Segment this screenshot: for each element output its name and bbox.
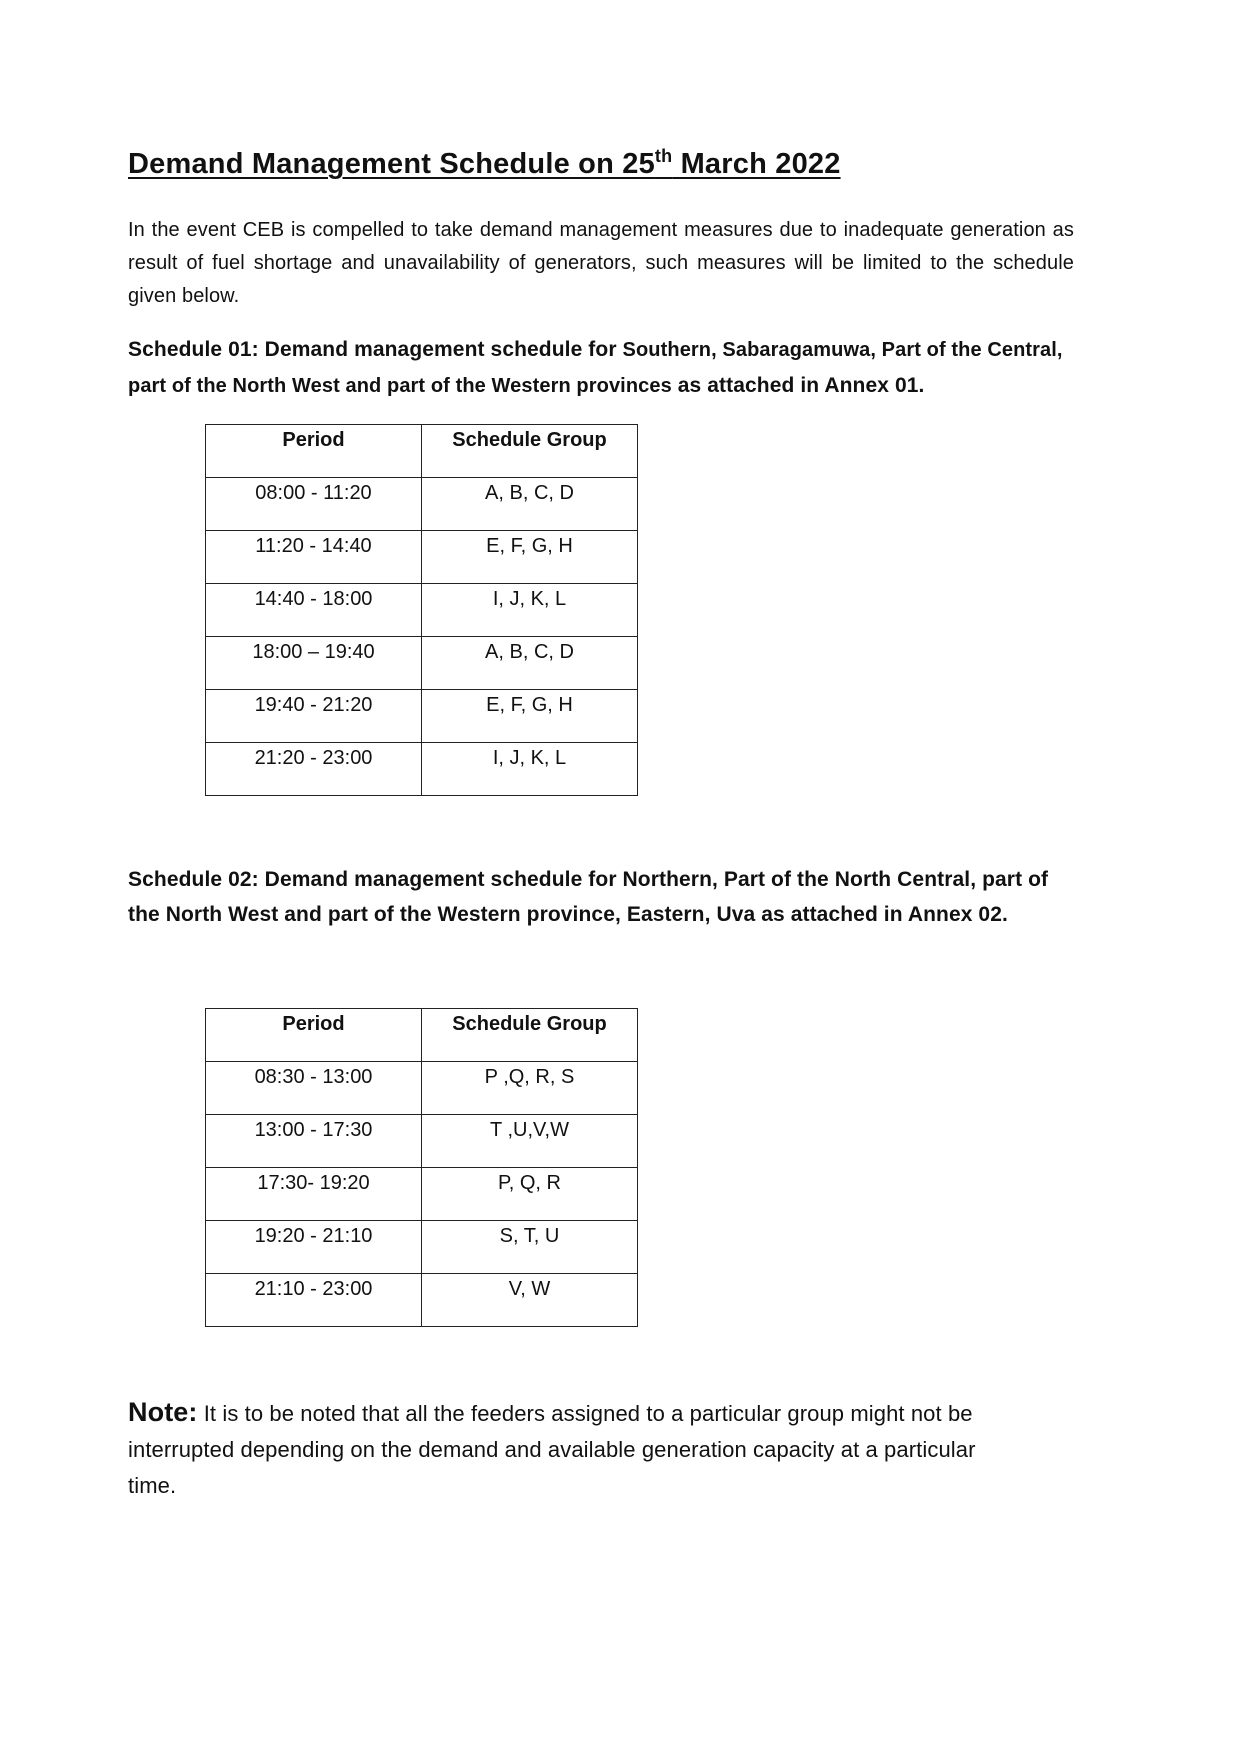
table-row	[206, 531, 638, 584]
note-paragraph	[128, 1394, 1028, 1504]
schedule-02-table	[205, 1008, 638, 1327]
document-title	[128, 148, 841, 181]
table-row	[206, 1221, 638, 1274]
period-cell: 19:40 - 21:20	[206, 690, 422, 743]
schedule-01-heading-tail: as attached in Annex 01.	[671, 374, 925, 397]
title-main: Demand Management Schedule on 25	[128, 148, 655, 180]
period-cell: 11:20 - 14:40	[206, 531, 422, 584]
intro-paragraph: In the event CEB is compelled to take demand management measures due to inadequate generation as result of fuel shortage and unavailability of generators, such measures will be limited to the schedule given below.	[128, 219, 1074, 307]
title-superscript: th	[654, 146, 673, 166]
schedule-01-table	[205, 424, 638, 796]
table-row	[206, 478, 638, 531]
note-label: Note:	[128, 1397, 198, 1427]
group-cell: P ,Q, R, S	[422, 1062, 638, 1115]
schedule-01-heading-lead: Schedule 01: Demand management schedule for	[128, 338, 623, 361]
period-cell: 08:30 - 13:00	[206, 1062, 422, 1115]
column-header-group: Schedule Group	[422, 1009, 638, 1062]
table-row	[206, 584, 638, 637]
period-cell: 18:00 – 19:40	[206, 637, 422, 690]
period-cell: 21:20 - 23:00	[206, 743, 422, 796]
table-row	[206, 637, 638, 690]
column-header-period: Period	[206, 425, 422, 478]
group-cell: A, B, C, D	[422, 637, 638, 690]
table-row	[206, 1062, 638, 1115]
group-cell: A, B, C, D	[422, 478, 638, 531]
schedule-01-heading	[128, 332, 1078, 404]
schedule-02-heading: Schedule 02: Demand management schedule for Northern, Part of the North Central, part of the North West and part of the Western province, Eastern, Uva as attached in Annex 02.	[128, 868, 1049, 926]
title-rest: March 2022	[672, 148, 841, 180]
period-cell: 08:00 - 11:20	[206, 478, 422, 531]
period-cell: 21:10 - 23:00	[206, 1274, 422, 1327]
note-text: It is to be noted that all the feeders assigned to a particular group might not be interrupted depending on the demand and available generation capacity at a particular time.	[128, 1401, 976, 1498]
group-cell: I, J, K, L	[422, 584, 638, 637]
period-cell: 14:40 - 18:00	[206, 584, 422, 637]
group-cell: V, W	[422, 1274, 638, 1327]
group-cell: E, F, G, H	[422, 690, 638, 743]
period-cell: 13:00 - 17:30	[206, 1115, 422, 1168]
table-row	[206, 1115, 638, 1168]
column-header-period: Period	[206, 1009, 422, 1062]
period-cell: 17:30- 19:20	[206, 1168, 422, 1221]
group-cell: P, Q, R	[422, 1168, 638, 1221]
table-row	[206, 1168, 638, 1221]
schedule-01-heading-regions: Southern, Sabaragamuwa, Part of the Central, part of the North West and part of the Western provinces	[128, 339, 1063, 397]
table-row	[206, 743, 638, 796]
table-row	[206, 690, 638, 743]
table-row	[206, 1274, 638, 1327]
period-cell: 19:20 - 21:10	[206, 1221, 422, 1274]
group-cell: T ,U,V,W	[422, 1115, 638, 1168]
table-header-row	[206, 1009, 638, 1062]
group-cell: S, T, U	[422, 1221, 638, 1274]
column-header-group: Schedule Group	[422, 425, 638, 478]
group-cell: E, F, G, H	[422, 531, 638, 584]
table-header-row	[206, 425, 638, 478]
group-cell: I, J, K, L	[422, 743, 638, 796]
